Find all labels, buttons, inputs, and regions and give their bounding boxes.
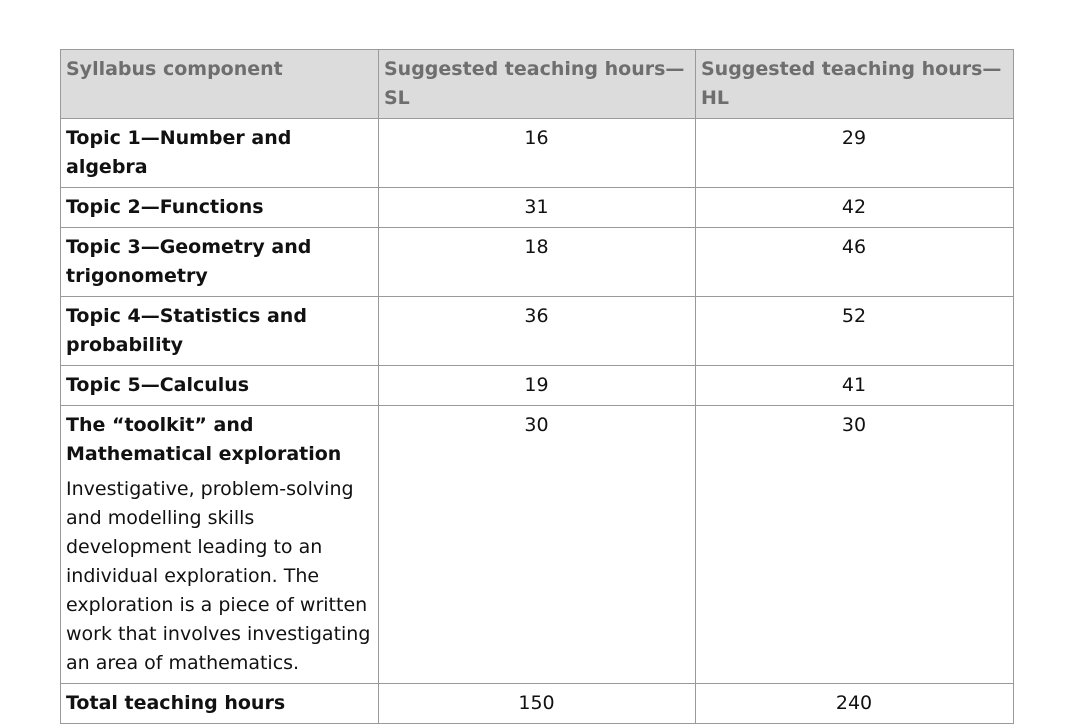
row-hours-sl: 30: [379, 406, 696, 684]
row-hours-sl: 19: [379, 366, 696, 406]
row-hours-hl: 52: [696, 297, 1014, 366]
header-hours-sl: Suggested teaching hours—SL: [379, 50, 696, 119]
row-hours-sl: 18: [379, 228, 696, 297]
total-hours-sl: 150: [379, 684, 696, 724]
table-row: [61, 297, 1014, 366]
table-row: [61, 188, 1014, 228]
row-component: Topic 5—Calculus: [61, 366, 379, 406]
row-hours-hl: 42: [696, 188, 1014, 228]
header-syllabus-component: Syllabus component: [61, 50, 379, 119]
table-row: [61, 366, 1014, 406]
row-hours-sl: 16: [379, 119, 696, 188]
total-label: Total teaching hours: [61, 684, 379, 724]
row-component: Topic 1—Number and algebra: [61, 119, 379, 188]
row-description: Investigative, problem-solving and modelling skills development leading to an individual exploration. The exploration is a piece of written work that involves investigating an area of mathematics.: [66, 478, 371, 674]
header-row: [61, 50, 1014, 119]
row-component: The “toolkit” and Mathematical exploration: [66, 414, 342, 465]
teaching-hours-table: [60, 49, 1014, 724]
row-hours-hl: 29: [696, 119, 1014, 188]
row-hours-hl: 41: [696, 366, 1014, 406]
row-hours-sl: 36: [379, 297, 696, 366]
table-row: [61, 406, 1014, 684]
row-component: Topic 3—Geometry and trigonometry: [61, 228, 379, 297]
table-header: [61, 50, 1014, 119]
table-body: [61, 119, 1014, 724]
row-component-cell: [61, 406, 379, 684]
row-hours-sl: 31: [379, 188, 696, 228]
row-hours-hl: 30: [696, 406, 1014, 684]
header-hours-hl: Suggested teaching hours—HL: [696, 50, 1014, 119]
total-hours-hl: 240: [696, 684, 1014, 724]
table-row: [61, 228, 1014, 297]
row-hours-hl: 46: [696, 228, 1014, 297]
row-component: Topic 2—Functions: [61, 188, 379, 228]
table-row: [61, 119, 1014, 188]
row-component: Topic 4—Statistics and probability: [61, 297, 379, 366]
